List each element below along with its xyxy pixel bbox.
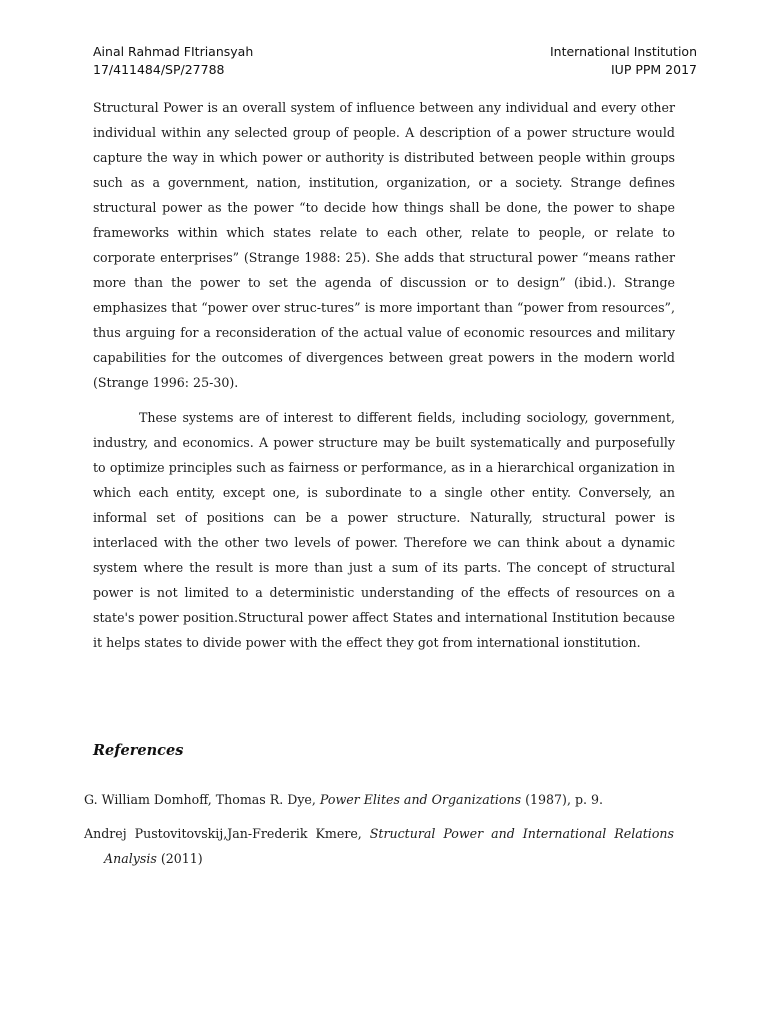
header-row-1 xyxy=(93,43,697,61)
reference-2-authors: Andrej Pustovitovskij,Jan-Frederik Kmere, xyxy=(84,826,370,841)
reference-list xyxy=(84,787,674,880)
course-name: International Institution xyxy=(549,44,697,59)
author-name: Ainal Rahmad FItriansyah xyxy=(93,44,254,59)
references-heading: References xyxy=(93,742,184,759)
header-row-2 xyxy=(93,61,697,79)
reference-2-details: (2011) xyxy=(156,851,203,866)
page-header xyxy=(93,43,697,79)
student-id: 17/411484/SP/27788 xyxy=(93,62,225,77)
paragraph-2: These systems are of interest to different fields, including sociology, government, industry, and economics. A power structure may be built systematically and purposefully to optimize principles such as fairness or performance, as in a hierarchical organization in which each entity, except one, is subordinate to a single other entity. Conversely, an informal set of positions can be a power structure. Naturally, structural power is interlaced with the other two levels of power. Therefore we can think about a dynamic system where the result is more than just a sum of its parts. The concept of structural power is not limited to a deterministic understanding of the effects of resources on a state's power position.Structural power affect States and international Institution because it helps states to divide power with the effect they got from international ionstitution. xyxy=(93,410,675,650)
reference-1-title: Power Elites and Organizations xyxy=(319,792,522,807)
program-name: IUP PPM 2017 xyxy=(611,62,697,77)
reference-item-1 xyxy=(84,787,674,812)
paragraph-1: Structural Power is an overall system of influence between any individual and every other individual within any selected group of people. A description of a power structure would capture the way in which power or authority is distributed between people within groups such as a government, nation, institution, organization, or a society. Strange defines structural power as the power “to decide how things shall be done, the power to shape frameworks within which states relate to each other, relate to people, or relate to corporate enterprises” (Strange 1988: 25). She adds that structural power “means rather more than the power to set the agenda of discussion or to design” (ibid.). Strange emphasizes that “power over struc-tures” is more important than “power from resources”, thus arguing for a reconsideration of the actual value of economic resources and military capabilities for the outcomes of divergences between great powers in the modern world (Strange 1996: 25-30). xyxy=(93,100,675,390)
reference-1-details: (1987), p. 9. xyxy=(521,792,604,807)
reference-1-authors: G. William Domhoff, Thomas R. Dye, xyxy=(84,792,320,807)
body-text xyxy=(93,95,675,655)
reference-2-title: Structural Power and International Relations Analysis xyxy=(104,826,674,866)
reference-item-2 xyxy=(84,821,674,871)
